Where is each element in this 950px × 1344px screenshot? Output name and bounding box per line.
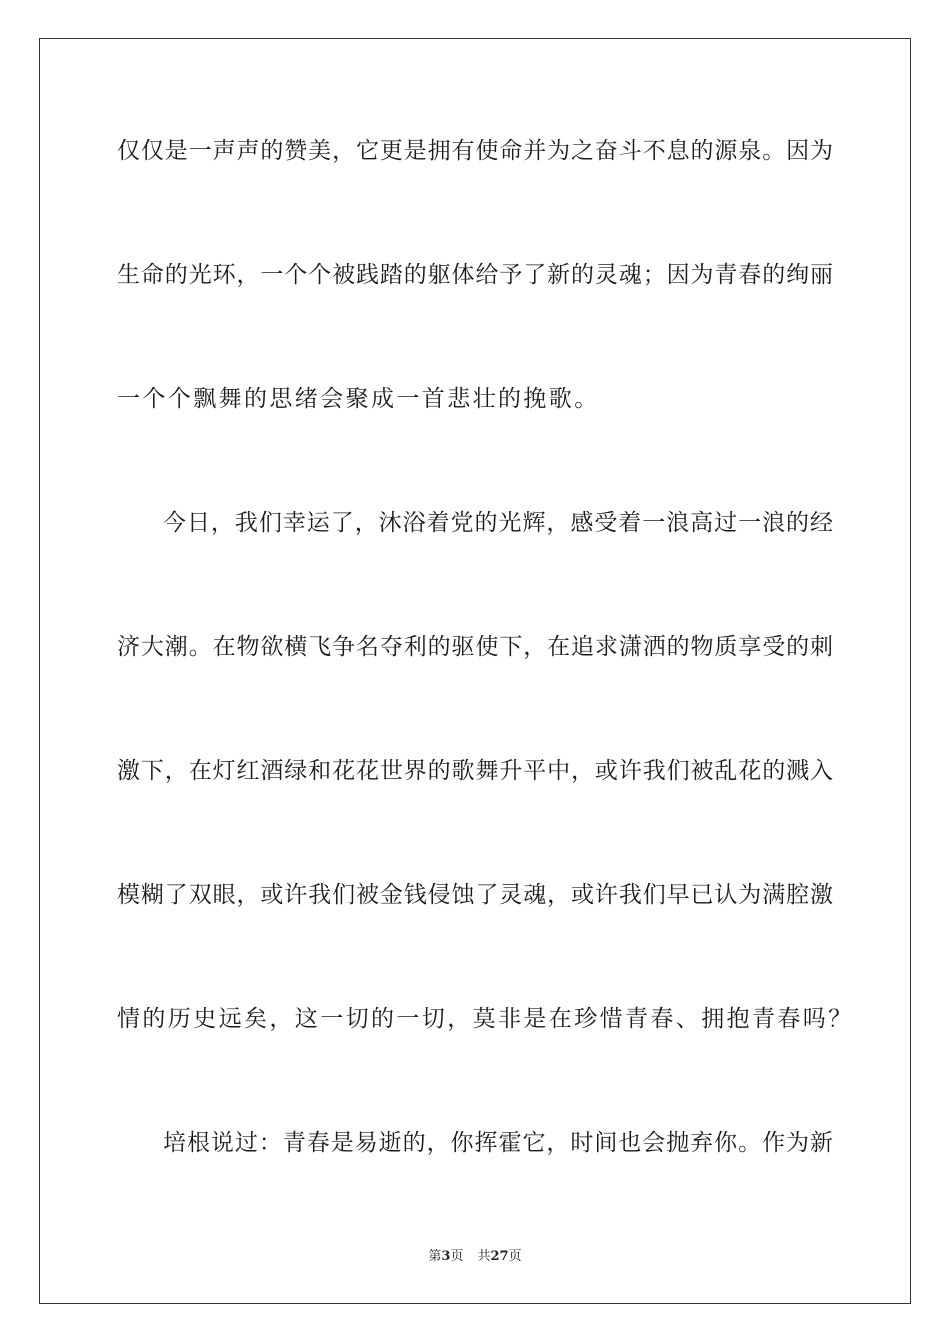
footer-page-suffix: 页	[450, 1249, 464, 1264]
footer-total-suffix: 页	[508, 1249, 522, 1264]
body-line-6: 激下，在灯红酒绿和花花世界的歌舞升平中，或许我们被乱花的溅入	[117, 758, 833, 784]
footer-page-number: 3	[441, 1249, 451, 1264]
body-line-2: 生命的光环，一个个被践踏的躯体给予了新的灵魂；因为青春的绚丽	[117, 262, 833, 288]
body-line-7: 模糊了双眼，或许我们被金钱侵蚀了灵魂，或许我们早已认为满腔激	[117, 882, 833, 908]
footer-total-pages: 27	[490, 1249, 509, 1264]
body-line-1: 仅仅是一声声的赞美，它更是拥有使命并为之奋斗不息的源泉。因为	[117, 138, 833, 164]
body-line-3: 一个个飘舞的思绪会聚成一首悲壮的挽歌。	[117, 386, 600, 412]
page-footer	[0, 1248, 950, 1266]
footer-page-prefix: 第	[428, 1249, 442, 1264]
body-line-4: 今日，我们幸运了，沐浴着党的光辉，感受着一浪高过一浪的经	[163, 510, 833, 536]
body-line-9: 培根说过：青春是易逝的，你挥霍它，时间也会抛弃你。作为新	[163, 1130, 833, 1156]
page-frame	[39, 38, 911, 1304]
footer-total-prefix: 共	[477, 1249, 491, 1264]
body-line-8: 情的历史远矣，这一切的一切，莫非是在珍惜青春、拥抱青春吗？	[117, 1006, 854, 1032]
body-line-5: 济大潮。在物欲横飞争名夺利的驱使下，在追求潇洒的物质享受的刺	[117, 634, 833, 660]
